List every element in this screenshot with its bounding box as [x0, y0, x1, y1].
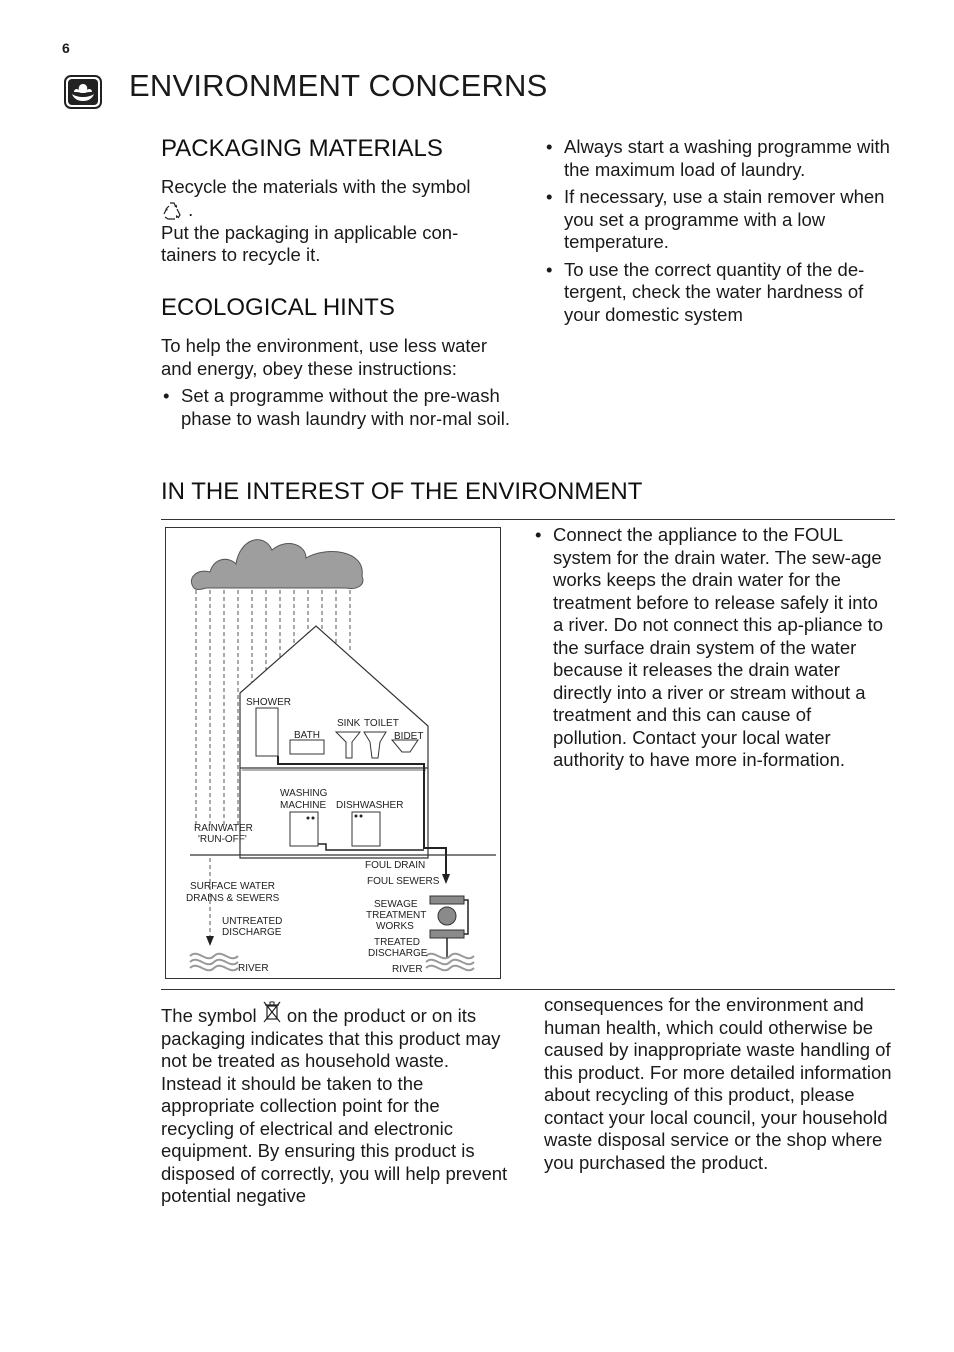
label-foul-drain: FOUL DRAIN	[365, 860, 426, 871]
weee-text-continued: on the product or on its packaging indicates that this product may not be treated as household waste. Instead it should be taken to the appropriate collection point for the recycling of electrical and electronic equipment. By ensuring this product is disposed of correctly, you will help prevent potential negative	[161, 1005, 508, 1206]
label-toilet: TOILET	[364, 718, 399, 729]
label-sink: SINK	[337, 718, 361, 729]
label-surface-1: SURFACE WATER	[190, 881, 276, 892]
label-washing-2: MACHINE	[280, 800, 327, 811]
label-sewage-1: SEWAGE	[374, 899, 418, 910]
label-sewage-2: TREATMENT	[366, 910, 427, 921]
ecological-intro: To help the environment, use less water and energy, obey these instructions:	[161, 335, 487, 379]
list-item: • Set a programme without the pre-wash phase to wash laundry with nor-mal soil.	[161, 385, 511, 430]
label-surface-2: DRAINS & SEWERS	[186, 893, 280, 904]
label-treated-1: TREATED	[374, 937, 420, 948]
label-treated-2: DISCHARGE	[368, 948, 428, 959]
recycle-icon	[161, 200, 183, 222]
label-shower: SHOWER	[246, 697, 291, 708]
weee-text-start: The symbol	[161, 1005, 262, 1026]
packaging-line1: Recycle the materials with the symbol	[161, 176, 471, 197]
crossed-bin-icon	[262, 1000, 282, 1024]
label-sewage-3: WORKS	[376, 921, 414, 932]
list-item: • If necessary, use a stain remover when you set a programme with a low temperature.	[544, 186, 896, 254]
list-item: • To use the correct quantity of the de-tergent, check the water hardness of your domestic system	[544, 259, 896, 327]
interest-list	[533, 524, 889, 777]
packaging-line1-end: .	[183, 198, 194, 220]
list-item: • Always start a washing programme with the maximum load of laundry.	[544, 136, 896, 181]
packaging-heading: PACKAGING MATERIALS	[161, 135, 443, 162]
label-river-right: RIVER	[392, 964, 423, 975]
label-rainwater-1: RAINWATER	[194, 823, 253, 834]
label-rainwater-2: 'RUN-OFF'	[198, 834, 247, 845]
label-dishwasher: DISHWASHER	[336, 800, 404, 811]
interest-heading: IN THE INTEREST OF THE ENVIRONMENT	[161, 478, 643, 505]
label-bath: BATH	[294, 730, 320, 741]
packaging-text	[161, 176, 501, 267]
hands-flower-icon	[64, 75, 102, 109]
label-bidet: BIDET	[394, 731, 424, 742]
divider-top	[161, 519, 895, 520]
label-untreated-2: DISCHARGE	[222, 927, 282, 938]
ecological-list-left	[161, 385, 511, 435]
label-untreated-1: UNTREATED	[222, 916, 283, 927]
cloud-shape	[191, 540, 362, 590]
weee-text-right: consequences for the environment and human health, which could otherwise be caused by inappropriate waste handling of this product. For more detailed information about recycling of this product, please contact your local council, your household waste disposal service or the shop where you purchased the product.	[544, 994, 892, 1173]
page-number: 6	[62, 40, 70, 56]
page-title: ENVIRONMENT CONCERNS	[129, 68, 548, 103]
label-foul-sewers: FOUL SEWERS	[367, 876, 440, 887]
label-river-left: RIVER	[238, 963, 269, 974]
label-washing-1: WASHING	[280, 788, 328, 799]
drainage-diagram	[165, 527, 501, 979]
list-item: • Connect the appliance to the FOUL system for the drain water. The sew-age works keeps the drain water for the treatment before to release safely it into a river. Do not connect this ap-pliance to the surface drain system of the water because it releases the drain water directly into a river or stream without a treatment and this can cause of pollution. Contact your local water authority to have more in-formation.	[533, 524, 889, 772]
packaging-line2: Put the packaging in applicable con-tainers to recycle it.	[161, 221, 459, 266]
ecological-heading: ECOLOGICAL HINTS	[161, 294, 395, 321]
divider-bottom	[161, 989, 895, 990]
ecological-list-right	[544, 136, 896, 331]
weee-text-left	[161, 1000, 513, 1208]
